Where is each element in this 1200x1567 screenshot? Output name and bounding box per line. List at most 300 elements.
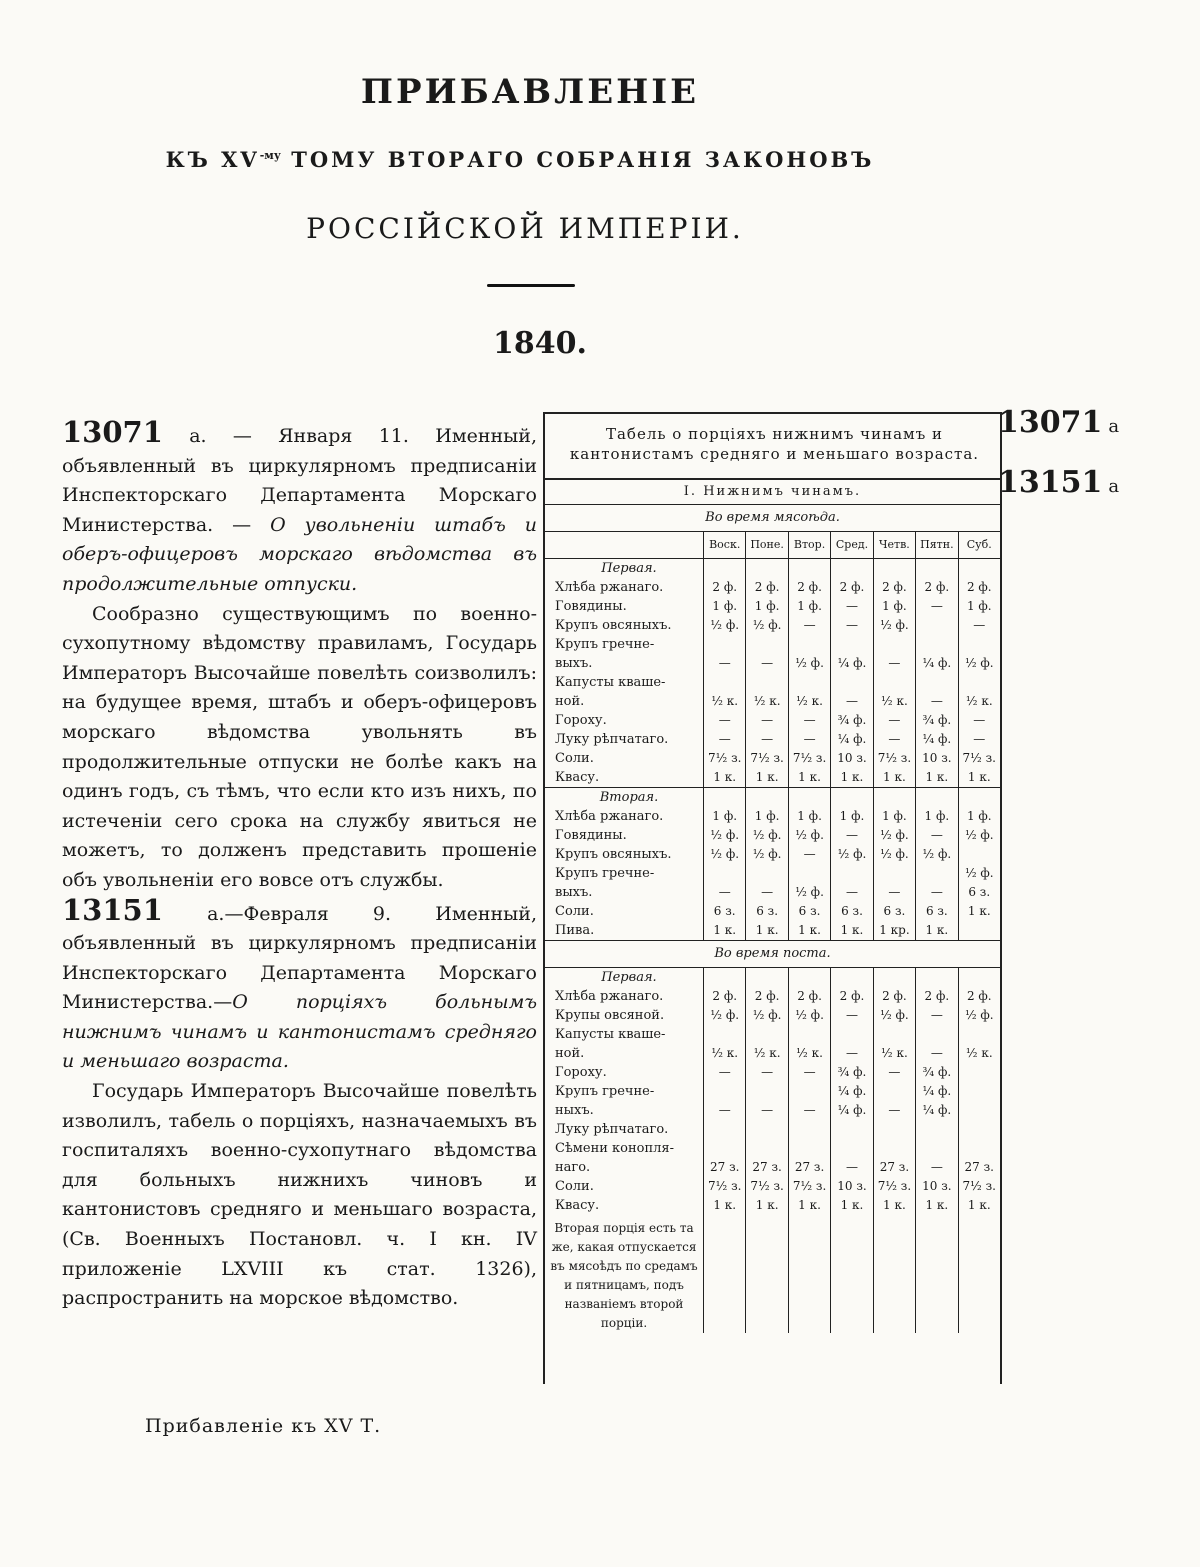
- table-cell: 2 ф.: [703, 987, 745, 1006]
- table-cell: ½ ф.: [745, 845, 787, 864]
- table-cell: [745, 1025, 787, 1044]
- ration-block-meat-second: [545, 788, 1000, 941]
- table-cell: ½ ф.: [788, 826, 830, 845]
- table-cell: 7½ з.: [788, 749, 830, 768]
- table-cell: 1 к.: [703, 921, 745, 940]
- table-row: [545, 902, 1000, 921]
- row-label: Соли.: [555, 751, 594, 766]
- table-cell: ½ ф.: [873, 1006, 915, 1025]
- table-row: [545, 864, 1000, 883]
- table-cell: [745, 1082, 787, 1101]
- entry-heading: а.—Февраля 9. Именный, объявленный въ циркулярномъ предписаніи Инспекторскаго Департамента Морскаго Министерства.—: [62, 902, 537, 1014]
- table-cell: 1 ф.: [745, 807, 787, 826]
- table-cell: 6 з.: [873, 902, 915, 921]
- table-cell: 27 з.: [703, 1158, 745, 1177]
- table-cell: —: [830, 597, 872, 616]
- table-cell: [788, 635, 830, 654]
- table-cell: 1 к.: [745, 768, 787, 787]
- row-label: Луку рѣпчатаго.: [555, 732, 669, 747]
- block-heading-row: [545, 559, 1000, 578]
- table-cell: [788, 864, 830, 883]
- table-cell: —: [745, 711, 787, 730]
- table-cell: [788, 1139, 830, 1158]
- table-cell: [915, 864, 957, 883]
- table-cell: [745, 864, 787, 883]
- table-cell: [788, 673, 830, 692]
- table-cell: ½ к.: [958, 692, 1000, 711]
- ration-block-fast-first: [545, 968, 1000, 1215]
- table-cell: —: [873, 883, 915, 902]
- table-cell: 7½ з.: [958, 1177, 1000, 1196]
- day-header: Поне.: [745, 532, 787, 558]
- table-cell: 1 ф.: [788, 597, 830, 616]
- table-cell: [915, 673, 957, 692]
- row-label: Сѣмени конопля-: [555, 1141, 675, 1156]
- table-cell: 7½ з.: [745, 749, 787, 768]
- table-cell: [958, 673, 1000, 692]
- day-header: Втор.: [788, 532, 830, 558]
- row-label: Крупы овсяной.: [555, 1008, 665, 1023]
- table-cell: [958, 921, 1000, 940]
- table-cell: —: [745, 1063, 787, 1082]
- day-header: Пятн.: [915, 532, 957, 558]
- table-cell: [830, 673, 872, 692]
- table-cell: [873, 1025, 915, 1044]
- table-cell: [703, 635, 745, 654]
- table-note-row: [545, 1215, 1000, 1333]
- ration-block-meat-first: [545, 559, 1000, 788]
- table-cell: ½ к.: [958, 1044, 1000, 1063]
- entry-13151: [62, 892, 537, 1078]
- row-label: выхъ.: [555, 656, 593, 671]
- table-cell: —: [703, 1101, 745, 1120]
- table-cell: 1 к.: [788, 768, 830, 787]
- table-cell: ½ к.: [873, 1044, 915, 1063]
- table-cell: 2 ф.: [873, 578, 915, 597]
- row-label: Пива.: [555, 923, 595, 938]
- table-cell: [958, 1082, 1000, 1101]
- table-cell: —: [788, 845, 830, 864]
- entry-body: Сообразно существующимъ по военно-сухопутному вѣдомству правиламъ, Государь Императоръ Высочайше повелѣть соизволилъ: на будущее время, штабъ и оберъ-офицеровъ морскаго вѣдомства увольнять въ продолжительные отпуски не болѣе какъ на одинъ годъ, съ тѣмъ, что если кто изъ нихъ, по истеченіи сего срока на службу явиться не можетъ, то долженъ представить прошеніе объ увольненіи его вовсе отъ службы.: [62, 602, 537, 891]
- table-cell: 1 к.: [915, 768, 957, 787]
- table-cell: [745, 635, 787, 654]
- row-label: Говядины.: [555, 828, 627, 843]
- table-cell: [703, 1139, 745, 1158]
- table-cell: ¼ ф.: [830, 654, 872, 673]
- table-cell: —: [873, 1063, 915, 1082]
- table-cell: 1 к.: [915, 1196, 957, 1215]
- table-cell: [873, 1139, 915, 1158]
- table-cell: 2 ф.: [745, 987, 787, 1006]
- table-cell: 1 ф.: [703, 597, 745, 616]
- table-cell: —: [745, 654, 787, 673]
- table-cell: [745, 673, 787, 692]
- table-cell: 1 к.: [830, 768, 872, 787]
- table-row: [545, 883, 1000, 902]
- table-cell: —: [915, 883, 957, 902]
- table-cell: [788, 1025, 830, 1044]
- table-cell: —: [915, 826, 957, 845]
- table-cell: 27 з.: [788, 1158, 830, 1177]
- table-row: [545, 1082, 1000, 1101]
- table-row: [545, 845, 1000, 864]
- row-label: Соли.: [555, 904, 594, 919]
- table-cell: 6 з.: [830, 902, 872, 921]
- table-cell: 1 ф.: [873, 807, 915, 826]
- table-cell: 1 ф.: [703, 807, 745, 826]
- table-cell: 2 ф.: [745, 578, 787, 597]
- row-label: Гороху.: [555, 713, 607, 728]
- table-cell: [703, 864, 745, 883]
- table-cell: [915, 635, 957, 654]
- table-cell: ½ к.: [873, 692, 915, 711]
- table-cell: [830, 1025, 872, 1044]
- table-cell: —: [788, 711, 830, 730]
- table-cell: ¼ ф.: [830, 1101, 872, 1120]
- table-cell: —: [915, 692, 957, 711]
- table-row: [545, 616, 1000, 635]
- table-cell: [873, 635, 915, 654]
- table-cell: —: [830, 616, 872, 635]
- table-cell: [958, 1025, 1000, 1044]
- table-cell: ½ к.: [745, 1044, 787, 1063]
- table-cell: 7½ з.: [703, 1177, 745, 1196]
- ornamental-rule: [487, 284, 575, 287]
- table-cell: 7½ з.: [703, 749, 745, 768]
- table-cell: 2 ф.: [830, 578, 872, 597]
- table-cell: —: [745, 883, 787, 902]
- table-cell: ½ ф.: [788, 1006, 830, 1025]
- table-cell: [703, 1120, 745, 1139]
- table-cell: [830, 1139, 872, 1158]
- table-row: [545, 654, 1000, 673]
- table-cell: 1 к.: [788, 921, 830, 940]
- table-cell: [958, 1101, 1000, 1120]
- main-text-column: [62, 415, 537, 1314]
- table-cell: 27 з.: [745, 1158, 787, 1177]
- table-cell: 10 з.: [915, 749, 957, 768]
- table-row: [545, 826, 1000, 845]
- period-heading-meat: Во время мясоѣда.: [545, 505, 1000, 532]
- table-row: [545, 749, 1000, 768]
- page-title: ПРИБАВЛЕНІЕ: [360, 72, 700, 112]
- table-cell: [958, 845, 1000, 864]
- table-row: [545, 711, 1000, 730]
- table-cell: 1 к.: [873, 1196, 915, 1215]
- table-cell: ½ ф.: [915, 845, 957, 864]
- table-row: [545, 578, 1000, 597]
- table-cell: —: [873, 654, 915, 673]
- table-row: [545, 921, 1000, 940]
- table-cell: [958, 1063, 1000, 1082]
- table-cell: 1 к.: [958, 1196, 1000, 1215]
- table-cell: ½ ф.: [873, 616, 915, 635]
- table-row: [545, 597, 1000, 616]
- table-cell: ½ ф.: [958, 1006, 1000, 1025]
- table-cell: 1 к.: [830, 921, 872, 940]
- table-cell: [745, 1139, 787, 1158]
- table-cell: [915, 1025, 957, 1044]
- table-cell: [915, 1139, 957, 1158]
- table-cell: ½ к.: [788, 1044, 830, 1063]
- page-subtitle-2: РОССІЙСКОЙ ИМПЕРІИ.: [306, 212, 744, 245]
- table-cell: [745, 1120, 787, 1139]
- table-cell: 1 ф.: [873, 597, 915, 616]
- table-cell: 1 к.: [873, 768, 915, 787]
- table-cell: —: [830, 883, 872, 902]
- entry-body: Государь Императоръ Высочайше повелѣть изволилъ, табель о порціяхъ, назначаемыхъ въ госпиталяхъ военно-сухопутнаго вѣдомства для больныхъ нижнихъ чиновъ и кантонистовъ средняго и меньшаго возраста, (Св. Военныхъ Постановл. ч. I кн. IV приложеніе LXVIII къ стат. 1326), распространить на морское вѣдомство.: [62, 1080, 537, 1310]
- table-row: [545, 1044, 1000, 1063]
- table-cell: 1 к.: [745, 1196, 787, 1215]
- table-row: [545, 768, 1000, 787]
- table-cell: ½ ф.: [958, 654, 1000, 673]
- row-label: Капусты кваше-: [555, 675, 666, 690]
- table-cell: 2 ф.: [915, 987, 957, 1006]
- day-header: Четв.: [873, 532, 915, 558]
- table-cell: 27 з.: [873, 1158, 915, 1177]
- table-cell: —: [788, 730, 830, 749]
- table-cell: ¾ ф.: [915, 1063, 957, 1082]
- table-cell: 2 ф.: [788, 987, 830, 1006]
- portion-heading: Вторая.: [599, 790, 659, 805]
- row-label: Хлѣба ржанаго.: [555, 809, 664, 824]
- table-cell: 7½ з.: [745, 1177, 787, 1196]
- table-cell: ½ ф.: [703, 845, 745, 864]
- ration-table: [543, 412, 1002, 1384]
- table-cell: ¾ ф.: [915, 711, 957, 730]
- table-cell: 2 ф.: [830, 987, 872, 1006]
- row-label: Крупъ овсяныхъ.: [555, 618, 672, 633]
- table-cell: ½ ф.: [745, 826, 787, 845]
- table-cell: 1 к.: [703, 768, 745, 787]
- table-cell: [830, 1120, 872, 1139]
- table-cell: ½ ф.: [830, 845, 872, 864]
- row-label: ной.: [555, 1046, 585, 1061]
- table-row: [545, 987, 1000, 1006]
- table-cell: 10 з.: [830, 1177, 872, 1196]
- period-heading-fast: Во время поста.: [545, 941, 1000, 968]
- subtitle-sup: -му: [259, 149, 281, 162]
- table-cell: 6 з.: [745, 902, 787, 921]
- table-row: [545, 807, 1000, 826]
- row-label: Хлѣба ржанаго.: [555, 580, 664, 595]
- table-cell: ¾ ф.: [830, 1063, 872, 1082]
- table-cell: 2 ф.: [788, 578, 830, 597]
- table-cell: 1 к.: [788, 1196, 830, 1215]
- table-cell: ¼ ф.: [915, 730, 957, 749]
- table-cell: —: [915, 597, 957, 616]
- table-cell: ½ ф.: [703, 826, 745, 845]
- table-row: [545, 1158, 1000, 1177]
- subtitle-post: ТОМУ ВТОРАГО СОБРАНІЯ ЗАКОНОВЪ: [280, 147, 875, 172]
- subtitle-pre: КЪ XV: [165, 147, 260, 172]
- table-cell: 1 ф.: [788, 807, 830, 826]
- table-row: [545, 1139, 1000, 1158]
- table-cell: 1 ф.: [958, 597, 1000, 616]
- table-cell: —: [830, 1006, 872, 1025]
- entry-number: 13151: [62, 892, 163, 927]
- entry-subject: О порціяхъ больнымъ нижнимъ чинамъ и кантонистамъ средняго и меньшаго возраста.: [62, 991, 537, 1073]
- table-cell: ½ к.: [703, 1044, 745, 1063]
- entry-13071: [62, 415, 537, 600]
- margin-number: 13151 а: [998, 465, 1120, 500]
- table-cell: 7½ з.: [873, 749, 915, 768]
- table-cell: —: [873, 1101, 915, 1120]
- days-header-row: [545, 532, 1000, 559]
- page-footer: Прибавленіе къ XV Т.: [145, 1415, 382, 1437]
- table-cell: [958, 635, 1000, 654]
- table-cell: ½ ф.: [703, 1006, 745, 1025]
- table-cell: ¼ ф.: [830, 1082, 872, 1101]
- table-cell: 6 з.: [703, 902, 745, 921]
- table-cell: ¾ ф.: [830, 711, 872, 730]
- table-cell: 2 ф.: [958, 578, 1000, 597]
- table-cell: 10 з.: [915, 1177, 957, 1196]
- year-heading: 1840.: [493, 326, 587, 361]
- table-cell: [915, 1120, 957, 1139]
- table-cell: —: [703, 711, 745, 730]
- table-cell: [873, 1082, 915, 1101]
- row-label: Крупъ овсяныхъ.: [555, 847, 672, 862]
- table-cell: [788, 1120, 830, 1139]
- table-cell: [703, 1082, 745, 1101]
- row-label: выхъ.: [555, 885, 593, 900]
- block-heading-row: [545, 968, 1000, 987]
- table-cell: 1 ф.: [830, 807, 872, 826]
- entry-subject: О увольненіи штабъ и оберъ-офицеровъ морскаго вѣдомства въ продолжительные отпуски.: [62, 513, 537, 595]
- table-cell: [915, 616, 957, 635]
- table-cell: 7½ з.: [873, 1177, 915, 1196]
- table-cell: ½ ф.: [958, 826, 1000, 845]
- table-cell: 27 з.: [958, 1158, 1000, 1177]
- row-label: Хлѣба ржанаго.: [555, 989, 664, 1004]
- table-cell: ¼ ф.: [830, 730, 872, 749]
- table-cell: 7½ з.: [788, 1177, 830, 1196]
- table-cell: —: [745, 730, 787, 749]
- table-cell: 1 к.: [745, 921, 787, 940]
- table-cell: —: [703, 1063, 745, 1082]
- table-cell: [873, 864, 915, 883]
- table-cell: [873, 1120, 915, 1139]
- table-cell: 1 к.: [830, 1196, 872, 1215]
- table-cell: —: [788, 616, 830, 635]
- table-note: Вторая порція есть та же, какая отпускается въ мясоѣдъ по средамъ и пятницамъ, подъ названіемъ второй порціи.: [550, 1221, 698, 1330]
- table-cell: —: [788, 1101, 830, 1120]
- table-cell: [703, 673, 745, 692]
- table-cell: —: [915, 1006, 957, 1025]
- table-cell: —: [788, 1063, 830, 1082]
- row-label: наго.: [555, 1160, 591, 1175]
- entry-number: 13071: [62, 415, 163, 449]
- table-cell: ½ ф.: [873, 826, 915, 845]
- row-label: Крупъ гречне-: [555, 637, 655, 652]
- table-cell: —: [830, 1158, 872, 1177]
- table-cell: 1 к.: [915, 921, 957, 940]
- table-cell: [830, 864, 872, 883]
- table-row: [545, 692, 1000, 711]
- day-header: Воск.: [703, 532, 745, 558]
- table-cell: ¼ ф.: [915, 654, 957, 673]
- table-cell: —: [915, 1158, 957, 1177]
- table-cell: ½ ф.: [873, 845, 915, 864]
- table-cell: [788, 1082, 830, 1101]
- table-row: [545, 1101, 1000, 1120]
- table-cell: ½ ф.: [788, 654, 830, 673]
- table-cell: 10 з.: [830, 749, 872, 768]
- table-row: [545, 1063, 1000, 1082]
- table-row: [545, 635, 1000, 654]
- entry-heading: а. — Января 11. Именный, объявленный въ циркулярномъ предписаніи Инспекторскаго Департамента Морскаго Министерства. —: [62, 425, 537, 536]
- table-cell: 7½ з.: [958, 749, 1000, 768]
- table-cell: 1 к.: [703, 1196, 745, 1215]
- table-cell: —: [830, 692, 872, 711]
- table-cell: —: [830, 1044, 872, 1063]
- table-cell: ½ ф.: [958, 864, 1000, 883]
- table-cell: —: [745, 1101, 787, 1120]
- table-cell: 1 кр.: [873, 921, 915, 940]
- row-label: Крупъ гречне-: [555, 1084, 655, 1099]
- table-title: Табель о порціяхъ нижнимъ чинамъ и кантонистамъ средняго и меньшаго возраста.: [545, 414, 1000, 480]
- table-cell: 6 з.: [958, 883, 1000, 902]
- portion-heading: Первая.: [601, 561, 657, 576]
- margin-number: 13071 а: [998, 405, 1120, 440]
- table-cell: —: [703, 883, 745, 902]
- table-cell: [873, 673, 915, 692]
- row-label: Квасу.: [555, 770, 600, 785]
- table-cell: —: [915, 1044, 957, 1063]
- table-cell: —: [958, 616, 1000, 635]
- table-cell: [958, 1120, 1000, 1139]
- table-cell: 1 ф.: [915, 807, 957, 826]
- row-label: ной.: [555, 694, 585, 709]
- table-row: [545, 1196, 1000, 1215]
- table-cell: 1 ф.: [745, 597, 787, 616]
- table-cell: —: [703, 730, 745, 749]
- table-cell: ¼ ф.: [915, 1082, 957, 1101]
- table-cell: ¼ ф.: [915, 1101, 957, 1120]
- table-cell: 6 з.: [788, 902, 830, 921]
- table-cell: [830, 635, 872, 654]
- portion-heading: Первая.: [601, 970, 657, 985]
- table-row: [545, 730, 1000, 749]
- table-cell: ½ ф.: [745, 616, 787, 635]
- table-cell: 2 ф.: [873, 987, 915, 1006]
- table-cell: ½ ф.: [703, 616, 745, 635]
- table-row: [545, 1025, 1000, 1044]
- row-label: Говядины.: [555, 599, 627, 614]
- table-cell: —: [873, 730, 915, 749]
- table-cell: 2 ф.: [958, 987, 1000, 1006]
- table-row: [545, 673, 1000, 692]
- table-cell: ½ ф.: [788, 883, 830, 902]
- page-subtitle: [0, 147, 1040, 172]
- table-cell: —: [958, 730, 1000, 749]
- table-cell: 1 к.: [958, 768, 1000, 787]
- table-cell: —: [703, 654, 745, 673]
- table-cell: 1 ф.: [958, 807, 1000, 826]
- row-label: Соли.: [555, 1179, 594, 1194]
- table-cell: 2 ф.: [703, 578, 745, 597]
- table-cell: ½ к.: [745, 692, 787, 711]
- row-label: Луку рѣпчатаго.: [555, 1122, 669, 1137]
- table-cell: ½ ф.: [745, 1006, 787, 1025]
- margin-numbers: [998, 395, 1119, 515]
- table-row: [545, 1120, 1000, 1139]
- row-label: Капусты кваше-: [555, 1027, 666, 1042]
- table-section-heading: I. Нижнимъ чинамъ.: [545, 480, 1000, 505]
- table-cell: [703, 1025, 745, 1044]
- table-cell: —: [958, 711, 1000, 730]
